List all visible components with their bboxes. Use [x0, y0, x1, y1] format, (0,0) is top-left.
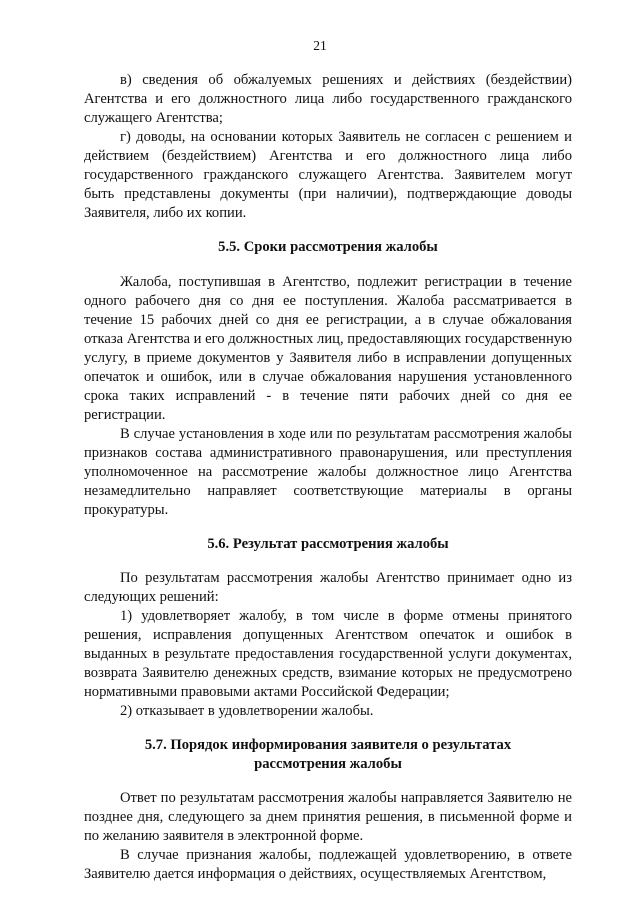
section-5-6-paragraph-3: 2) отказывает в удовлетворении жалобы.	[120, 703, 374, 719]
section-5-7-heading-line-2: рассмотрения жалобы	[254, 756, 402, 772]
page-content	[84, 71, 572, 884]
page-number: 21	[313, 38, 327, 53]
section-5-5-paragraph-2: В случае установления в ходе или по результатам рассмотрения жалобы признаков состава административного правонарушения, или преступления уполномоченное на рассмотрение жалобы должностное лицо Агентства незамедлительно направляет соответствующие материалы в органы прокуратуры.	[84, 426, 572, 518]
section-5-7-paragraph-2: В случае признания жалобы, подлежащей удовлетворению, в ответе Заявителю дается информация о действиях, осуществляемых Агентством,	[84, 847, 572, 882]
section-5-7-paragraph-1: Ответ по результатам рассмотрения жалобы направляется Заявителю не позднее дня, следующего за днем принятия решения, в письменной форме и по желанию заявителя в электронной форме.	[84, 790, 572, 844]
item-g-paragraph: г) доводы, на основании которых Заявитель не согласен с решением и действием (бездействием) Агентства и его должностного лица либо государственного гражданского служащего Агентства. Заявителем могут быть представлены документы (при наличии), подтверждающие доводы Заявителя, либо их копии.	[84, 129, 572, 221]
section-5-7-heading	[84, 736, 572, 774]
section-5-7-heading-line-1: 5.7. Порядок информирования заявителя о результатах	[144, 737, 512, 753]
section-5-6-paragraph-1: По результатам рассмотрения жалобы Агентство принимает одно из следующих решений:	[84, 570, 572, 605]
section-5-5-paragraph-1: Жалоба, поступившая в Агентство, подлежит регистрации в течение одного рабочего дня со дня ее поступления. Жалоба рассматривается в течение 15 рабочих дней со дня ее регистрации, а в случае обжалования отказа Агентства и его должностных лиц, предоставляющих государственную услугу, в приеме документов у Заявителя либо в исправлении допущенных опечаток и ошибок, или в случае обжалования нарушения установленного срока таких исправлений - в течение пяти рабочих дней со дня ее регистрации.	[84, 274, 572, 423]
section-5-5-heading: 5.5. Сроки рассмотрения жалобы	[218, 239, 438, 255]
item-v-paragraph: в) сведения об обжалуемых решениях и действиях (бездействии) Агентства и его должностного лица либо государственного гражданского служащего Агентства;	[84, 72, 572, 126]
section-5-6-heading: 5.6. Результат рассмотрения жалобы	[207, 536, 449, 552]
section-5-6-paragraph-2: 1) удовлетворяет жалобу, в том числе в форме отмены принятого решения, исправления допущенных Агентством опечаток и ошибок в выданных в результате предоставления государственной услуги документах, возврата Заявителю денежных средств, взимание которых не предусмотрено нормативными правовыми актами Российской Федерации;	[84, 608, 572, 700]
